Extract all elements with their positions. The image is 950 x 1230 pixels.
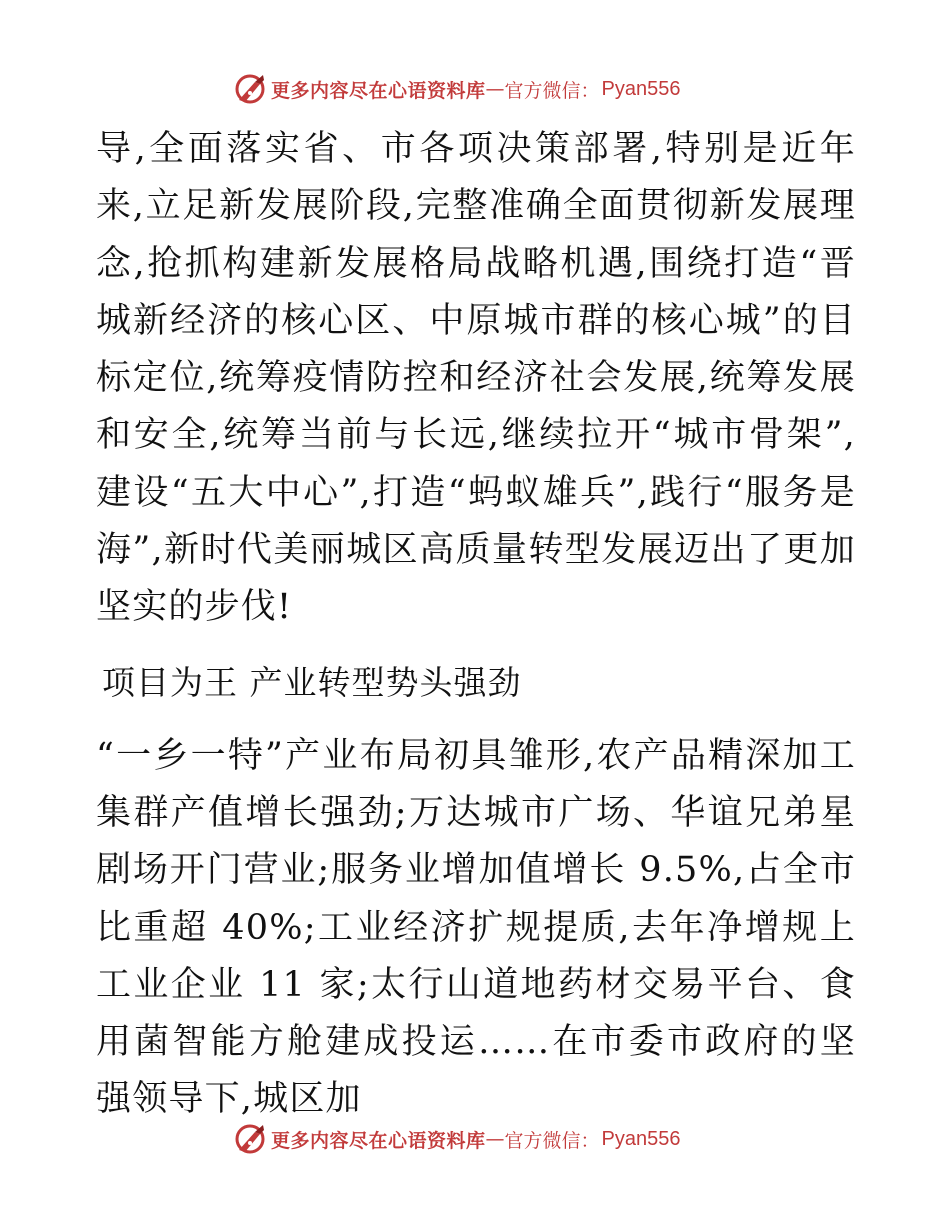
banner-wechat-label: 官方微信： <box>504 79 600 102</box>
banner-wechat-label: 官方微信： <box>504 1129 600 1152</box>
banner-separator: — <box>485 78 505 100</box>
document-body <box>96 121 856 1129</box>
banner-brand-text: 更多内容尽在心语资料库 <box>271 79 486 102</box>
body-paragraph-1: 导,全面落实省、市各项决策部署,特别是近年来,立足新发展阶段,完整准确全面贯彻新发展理念,抢抓构建新发展格局战略机遇,围绕打造“晋城新经济的核心区、中原城市群的核心城”的目标定位,统筹疫情防控和经济社会发展,统筹发展和安全,统筹当前与长远,继续拉开“城市骨架”,建设“五大中心”,打造“蚂蚁雄兵”,践行“服务是海”,新时代美丽城区高质量转型发展迈出了更加坚实的步伐! <box>96 129 856 628</box>
body-paragraph-2: “一乡一特”产业布局初具雏形,农产品精深加工集群产值增长强劲;万达城市广场、华谊兄弟星剧场开门营业;服务业增加值增长 9.5%,占全市比重超 40%;工业经济扩规提质,去年净增规上工业企业 11 家;太行山道地药材交易平台、食用菌智能方舱建成投运……在市委市政府的坚强领导下,城区加 <box>96 735 856 1120</box>
banner-wechat-id: Pyan556 <box>601 1127 681 1150</box>
banner-brand-text: 更多内容尽在心语资料库 <box>271 1129 486 1152</box>
pen-logo-icon <box>233 72 267 106</box>
banner-wechat-id: Pyan556 <box>601 77 681 100</box>
pen-logo-icon <box>233 1122 267 1156</box>
footer-banner <box>233 1122 681 1156</box>
section-heading: 项目为王 产业转型势头强劲 <box>102 662 522 702</box>
banner-separator: — <box>485 1128 505 1150</box>
header-banner <box>233 72 681 106</box>
